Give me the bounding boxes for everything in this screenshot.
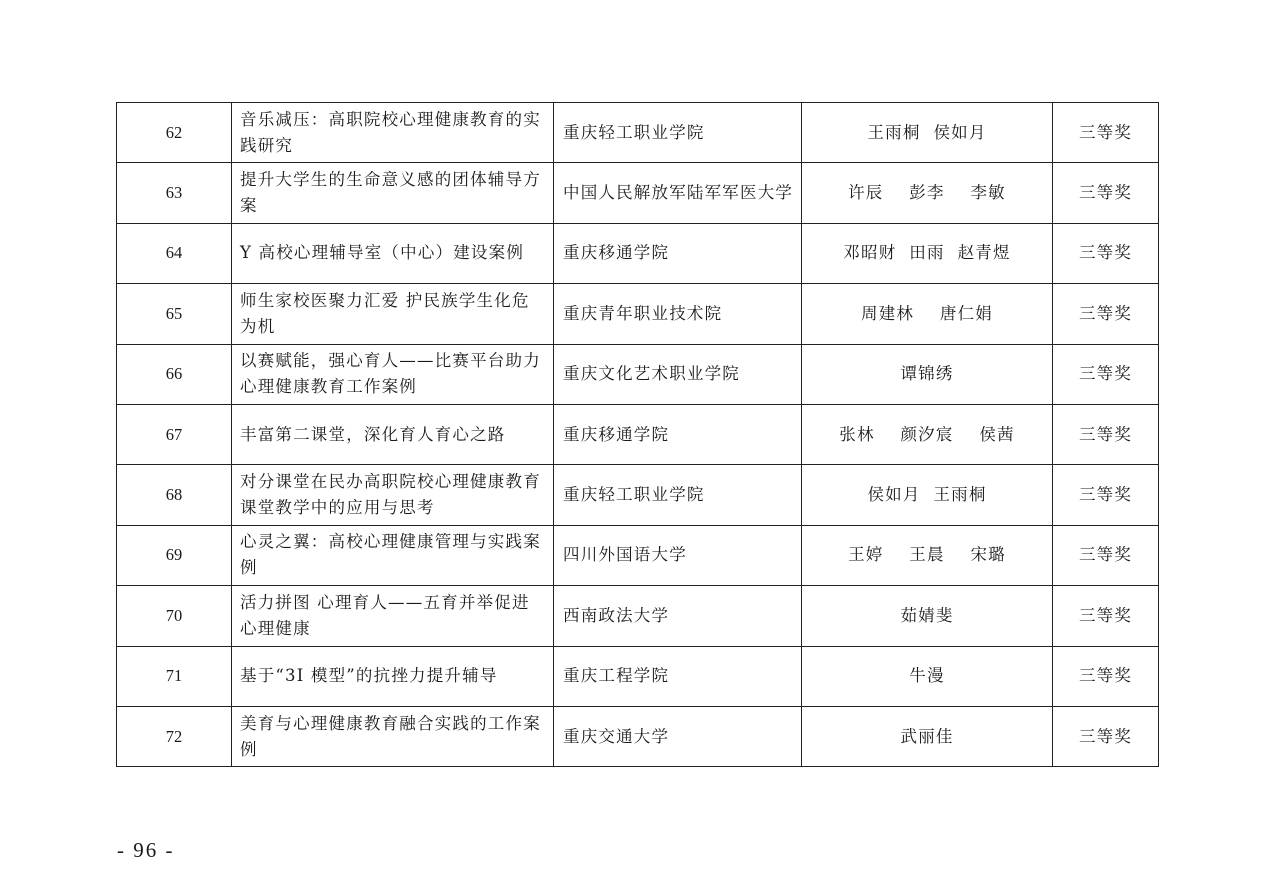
award-level: 三等奖 (1053, 586, 1159, 646)
table-row (117, 706, 1159, 766)
award-level: 三等奖 (1053, 103, 1159, 163)
table-row (117, 344, 1159, 404)
project-title: 心灵之翼：高校心理健康管理与实践案例 (232, 525, 554, 585)
award-level: 三等奖 (1053, 284, 1159, 344)
row-number: 71 (117, 646, 232, 706)
authors: 王婷 王晨 宋璐 (802, 525, 1053, 585)
authors: 侯如月 王雨桐 (802, 465, 1053, 525)
institution: 四川外国语大学 (554, 525, 802, 585)
project-title: 对分课堂在民办高职院校心理健康教育课堂教学中的应用与思考 (232, 465, 554, 525)
row-number: 72 (117, 706, 232, 766)
authors: 王雨桐 侯如月 (802, 103, 1053, 163)
award-level: 三等奖 (1053, 646, 1159, 706)
table-row (117, 465, 1159, 525)
institution: 重庆交通大学 (554, 706, 802, 766)
table-row (117, 163, 1159, 223)
project-title: 提升大学生的生命意义感的团体辅导方案 (232, 163, 554, 223)
authors: 武丽佳 (802, 706, 1053, 766)
award-level: 三等奖 (1053, 706, 1159, 766)
institution: 重庆青年职业技术院 (554, 284, 802, 344)
project-title: 师生家校医聚力汇爱 护民族学生化危为机 (232, 284, 554, 344)
award-level: 三等奖 (1053, 404, 1159, 464)
project-title: 音乐减压：高职院校心理健康教育的实践研究 (232, 103, 554, 163)
row-number: 62 (117, 103, 232, 163)
institution: 重庆移通学院 (554, 223, 802, 283)
authors: 牛漫 (802, 646, 1053, 706)
page-number: - 96 - (117, 838, 175, 862)
award-level: 三等奖 (1053, 163, 1159, 223)
authors: 谭锦绣 (802, 344, 1053, 404)
row-number: 69 (117, 525, 232, 585)
project-title: 活力拼图 心理育人——五育并举促进心理健康 (232, 586, 554, 646)
authors: 邓昭财 田雨 赵青煜 (802, 223, 1053, 283)
authors: 许辰 彭李 李敏 (802, 163, 1053, 223)
project-title: 美育与心理健康教育融合实践的工作案例 (232, 706, 554, 766)
table-row (117, 586, 1159, 646)
award-level: 三等奖 (1053, 344, 1159, 404)
table-row (117, 646, 1159, 706)
institution: 中国人民解放军陆军军医大学 (554, 163, 802, 223)
table-row (117, 525, 1159, 585)
institution: 重庆文化艺术职业学院 (554, 344, 802, 404)
institution: 西南政法大学 (554, 586, 802, 646)
institution: 重庆工程学院 (554, 646, 802, 706)
authors: 茹婧斐 (802, 586, 1053, 646)
table-row (117, 223, 1159, 283)
table-row (117, 103, 1159, 163)
row-number: 65 (117, 284, 232, 344)
award-level: 三等奖 (1053, 525, 1159, 585)
project-title: Y 高校心理辅导室（中心）建设案例 (232, 223, 554, 283)
project-title: 基于“3I 模型”的抗挫力提升辅导 (232, 646, 554, 706)
authors: 周建林 唐仁娟 (802, 284, 1053, 344)
table-row (117, 284, 1159, 344)
institution: 重庆轻工职业学院 (554, 465, 802, 525)
row-number: 63 (117, 163, 232, 223)
award-level: 三等奖 (1053, 465, 1159, 525)
row-number: 64 (117, 223, 232, 283)
institution: 重庆移通学院 (554, 404, 802, 464)
institution: 重庆轻工职业学院 (554, 103, 802, 163)
project-title: 以赛赋能，强心育人——比赛平台助力心理健康教育工作案例 (232, 344, 554, 404)
award-level: 三等奖 (1053, 223, 1159, 283)
table-row (117, 404, 1159, 464)
row-number: 66 (117, 344, 232, 404)
row-number: 70 (117, 586, 232, 646)
row-number: 68 (117, 465, 232, 525)
project-title: 丰富第二课堂，深化育人育心之路 (232, 404, 554, 464)
row-number: 67 (117, 404, 232, 464)
awards-table (116, 102, 1159, 767)
authors: 张林 颜汐宸 侯茜 (802, 404, 1053, 464)
